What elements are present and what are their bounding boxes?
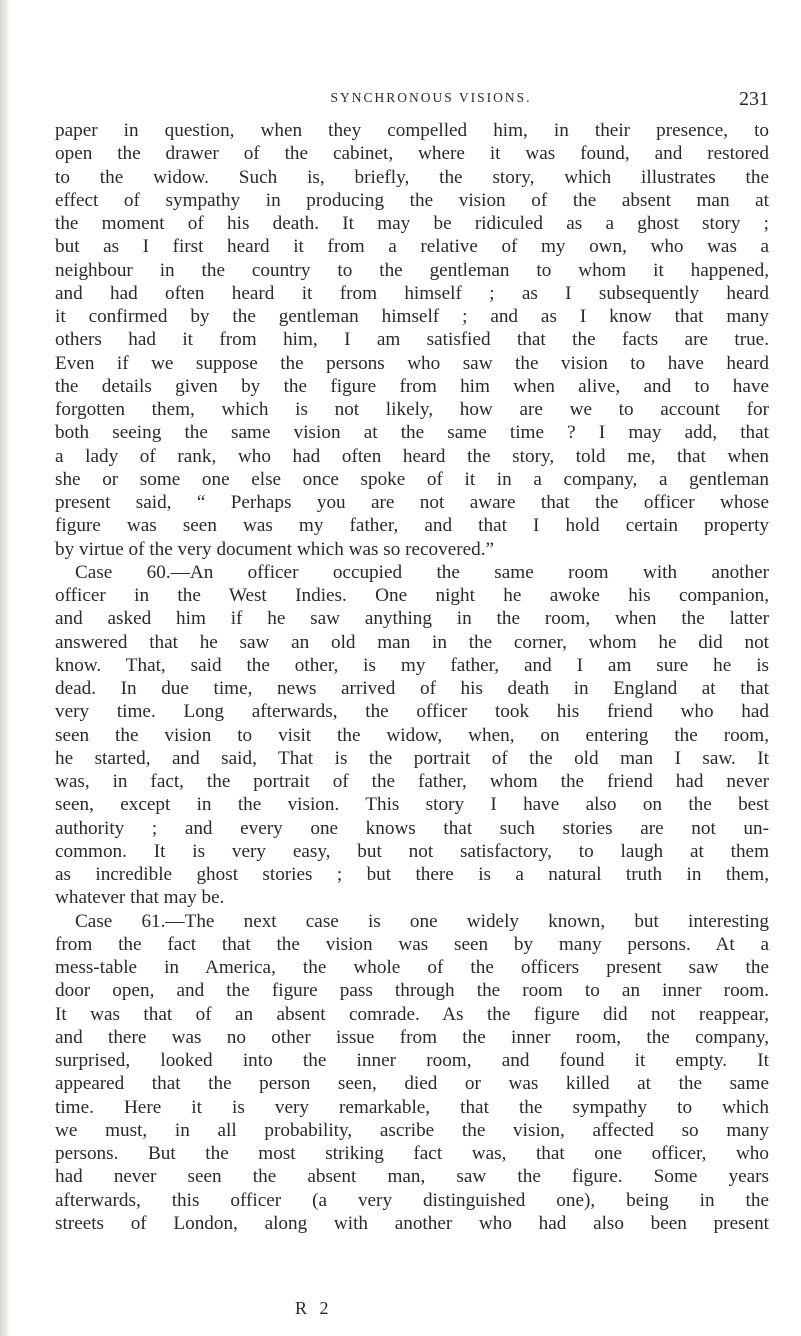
text-line: very time. Long afterwards, the officer took his friend who had <box>55 701 769 723</box>
text-line: forgotten them, which is not likely, how are we to account for <box>55 399 769 420</box>
text-line: and asked him if he saw anything in the room, when the latter <box>55 608 769 630</box>
text-line: seen the vision to visit the widow, when, on entering the room, <box>55 724 769 746</box>
text-line: door open, and the figure pass through the room to an inner room. <box>55 980 769 1002</box>
text-line: Case 61.—The next case is one widely known, but interesting <box>75 910 769 932</box>
running-title: SYNCHRONOUS VISIONS. <box>330 90 532 105</box>
text-line: as incredible ghost stories ; but there is a natural truth in them, <box>55 864 769 885</box>
text-line: Case 60.—An officer occupied the same room with another <box>75 561 769 583</box>
text-line: from the fact that the vision was seen by many persons. At a <box>55 933 769 955</box>
body-text <box>55 119 769 1235</box>
text-line: she or some one else once spoke of it in a company, a gentleman <box>55 468 769 490</box>
text-line: persons. But the most striking fact was, that one officer, who <box>55 1143 769 1164</box>
text-line: dead. In due time, news arrived of his death in England at that <box>55 678 769 699</box>
text-line: open the drawer of the cabinet, where it was found, and restored <box>55 143 769 165</box>
text-line: the moment of his death. It may be ridiculed as a ghost story ; <box>55 213 769 234</box>
text-line: but as I first heard it from a relative of my own, who was a <box>55 236 769 258</box>
text-line: answered that he saw an old man in the corner, whom he did not <box>55 631 769 653</box>
text-line: a lady of rank, who had often heard the story, told me, that when <box>55 445 769 467</box>
text-line: effect of sympathy in producing the vision of the absent man at <box>55 189 769 211</box>
book-page <box>55 0 769 1336</box>
text-line: authority ; and every one knows that such stories are not un- <box>55 817 769 839</box>
text-line: by virtue of the very document which was so recovered.” <box>55 538 495 560</box>
text-line: figure was seen was my father, and that I hold certain property <box>55 515 769 537</box>
text-line: It was that of an absent comrade. As the figure did not reappear, <box>55 1003 769 1025</box>
text-line: mess-table in America, the whole of the officers present saw the <box>55 957 769 978</box>
text-line: neighbour in the country to the gentleman to whom it happened, <box>55 259 769 281</box>
running-head <box>55 88 769 112</box>
text-line: Even if we suppose the persons who saw the vision to have heard <box>55 352 769 374</box>
text-line: streets of London, along with another who had also been present <box>55 1212 769 1234</box>
text-line: surprised, looked into the inner room, and found it empty. It <box>55 1050 769 1071</box>
text-line: to the widow. Such is, briefly, the story, which illustrates the <box>55 166 769 188</box>
text-line: paper in question, when they compelled him, in their presence, to <box>55 120 769 141</box>
text-line: and had often heard it from himself ; as I subsequently heard <box>55 282 769 304</box>
text-line: officer in the West Indies. One night he awoke his companion, <box>55 585 769 606</box>
text-line: had never seen the absent man, saw the figure. Some years <box>55 1166 769 1188</box>
text-line: common. It is very easy, but not satisfactory, to laugh at them <box>55 840 769 862</box>
text-line: and there was no other issue from the inner room, the company, <box>55 1026 769 1048</box>
text-line: appeared that the person seen, died or was killed at the same <box>55 1073 769 1095</box>
signature-mark: R 2 <box>295 1298 333 1318</box>
text-line: whatever that may be. <box>55 887 225 909</box>
text-line: know. That, said the other, is my father, and I am sure he is <box>55 654 769 676</box>
text-line: the details given by the figure from him when alive, and to have <box>55 375 769 397</box>
text-line: others had it from him, I am satisfied that the facts are true. <box>55 329 769 351</box>
text-line: we must, in all probability, ascribe the vision, affected so many <box>55 1119 769 1141</box>
text-line: afterwards, this officer (a very distinguished one), being in the <box>55 1189 769 1211</box>
text-line: present said, “ Perhaps you are not aware that the officer whose <box>55 492 769 513</box>
text-line: time. Here it is very remarkable, that the sympathy to which <box>55 1096 769 1118</box>
page-number: 231 <box>739 88 769 110</box>
text-line: it confirmed by the gentleman himself ; and as I know that many <box>55 306 769 327</box>
text-line: was, in fact, the portrait of the father, whom the friend had never <box>55 771 769 792</box>
text-line: both seeing the same vision at the same time ? I may add, that <box>55 422 769 444</box>
page-binding-edge <box>0 0 10 1336</box>
text-line: he started, and said, That is the portrait of the old man I saw. It <box>55 747 769 769</box>
text-line: seen, except in the vision. This story I have also on the best <box>55 794 769 816</box>
